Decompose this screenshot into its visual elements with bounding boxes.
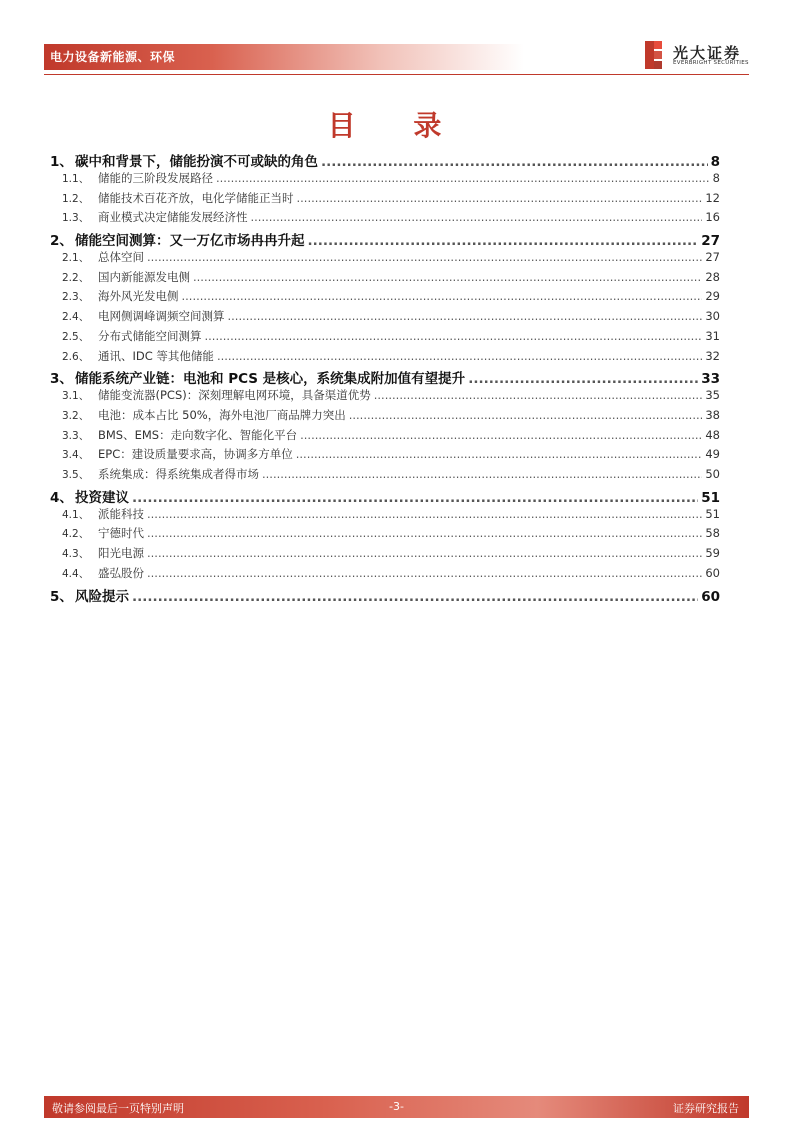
toc-entry-page[interactable]: 31 <box>705 328 720 343</box>
toc-entry-page[interactable]: 51 <box>701 489 720 506</box>
toc-entry-number: 4.3、 <box>62 548 90 560</box>
toc-entry-number: 5、 <box>50 588 73 605</box>
toc-entry-number: 3.5、 <box>62 469 90 481</box>
toc-entry-title[interactable]: 碳中和背景下，储能扮演不可或缺的角色 <box>75 154 318 170</box>
toc-dot-leader <box>300 428 702 442</box>
toc-entry-number: 4.1、 <box>62 508 90 521</box>
toc-entry[interactable] <box>50 209 720 229</box>
toc-entry-page[interactable]: 8 <box>710 154 720 170</box>
toc-entry-number: 3.2、 <box>62 409 90 422</box>
toc-entry-title[interactable]: 派能科技 <box>98 506 144 521</box>
toc-entry-title[interactable]: 海外风光发电侧 <box>98 289 179 304</box>
toc-entry[interactable] <box>50 367 720 387</box>
toc-entry-title[interactable]: BMS、EMS：走向数字化、智能化平台 <box>98 427 298 442</box>
toc-entry-title[interactable]: 分布式储能空间测算 <box>98 328 202 343</box>
toc-entry-page[interactable]: 33 <box>701 371 720 388</box>
toc-dot-leader <box>132 490 698 506</box>
toc-entry[interactable] <box>50 446 720 466</box>
toc-entry-title[interactable]: 盛弘股份 <box>98 565 144 580</box>
toc-entry[interactable] <box>50 269 720 289</box>
toc-entry[interactable] <box>50 308 720 328</box>
toc-entry-title[interactable]: 储能的三阶段发展路径 <box>98 170 213 185</box>
toc-entry-number: 3.3、 <box>62 429 90 442</box>
toc-entry-title[interactable]: 储能系统产业链：电池和 PCS 是核心，系统集成附加值有望提升 <box>75 371 466 388</box>
toc-entry[interactable] <box>50 525 720 545</box>
toc-dot-leader <box>147 526 702 540</box>
toc-dot-leader <box>228 309 703 323</box>
toc-entry-page[interactable]: 38 <box>705 407 720 422</box>
table-of-contents <box>50 150 720 604</box>
toc-entry[interactable] <box>50 288 720 308</box>
toc-entry-page[interactable]: 12 <box>705 190 720 205</box>
toc-dot-leader <box>374 388 703 402</box>
toc-dot-leader <box>182 289 703 303</box>
toc-entry-number: 2.4、 <box>62 311 90 323</box>
toc-dot-leader <box>251 210 703 224</box>
toc-entry-title[interactable]: 投资建议 <box>75 489 129 506</box>
toc-entry[interactable] <box>50 427 720 447</box>
toc-entry[interactable] <box>50 348 720 368</box>
toc-entry[interactable] <box>50 190 720 210</box>
toc-entry-number: 1、 <box>50 154 73 170</box>
toc-entry-number: 2.2、 <box>62 271 90 284</box>
toc-entry[interactable] <box>50 150 720 170</box>
toc-entry-page[interactable]: 51 <box>705 506 720 521</box>
toc-dot-leader <box>349 408 703 422</box>
toc-entry-page[interactable]: 32 <box>705 348 720 363</box>
toc-entry-title[interactable]: 系统集成：得系统集成者得市场 <box>98 467 259 481</box>
toc-entry-title[interactable]: 国内新能源发电侧 <box>98 269 190 284</box>
toc-entry-title[interactable]: EPC：建设质量要求高，协调多方单位 <box>98 447 293 462</box>
toc-entry-title[interactable]: 电网侧调峰调频空间测算 <box>98 309 225 323</box>
toc-entry-title[interactable]: 宁德时代 <box>98 526 144 541</box>
toc-entry-page[interactable]: 35 <box>705 388 720 402</box>
toc-dot-leader <box>147 250 702 264</box>
toc-entry-page[interactable]: 8 <box>712 170 720 185</box>
toc-entry-title[interactable]: 商业模式决定储能发展经济性 <box>98 210 248 225</box>
toc-title: 目 录 <box>327 109 466 142</box>
toc-entry-number: 3.1、 <box>62 390 90 402</box>
toc-entry-number: 4.4、 <box>62 567 90 580</box>
toc-entry-page[interactable]: 60 <box>701 588 720 605</box>
toc-entry[interactable] <box>50 328 720 348</box>
toc-entry-page[interactable]: 27 <box>701 233 720 249</box>
page-number: -3- <box>389 1100 404 1113</box>
toc-entry-number: 4、 <box>50 489 73 506</box>
logo-chinese-name: 光大证券 <box>673 44 742 62</box>
footer-disclaimer: 敬请参阅最后一页特别声明 <box>52 1102 184 1115</box>
toc-entry-title[interactable]: 储能技术百花齐放，电化学储能正当时 <box>98 190 294 205</box>
toc-dot-leader <box>147 546 702 560</box>
toc-entry[interactable] <box>50 486 720 506</box>
toc-entry-number: 4.2、 <box>62 528 90 541</box>
toc-entry-number: 1.3、 <box>62 212 90 225</box>
toc-entry[interactable] <box>50 387 720 407</box>
toc-entry-title[interactable]: 阳光电源 <box>98 546 144 560</box>
toc-entry-title[interactable]: 电池：成本占比 50%，海外电池厂商品牌力突出 <box>98 407 346 422</box>
toc-entry-page[interactable]: 60 <box>705 565 720 580</box>
toc-entry-page[interactable]: 30 <box>705 309 720 323</box>
toc-dot-leader <box>296 447 703 461</box>
toc-entry[interactable] <box>50 545 720 565</box>
toc-entry-number: 2.6、 <box>62 350 90 363</box>
toc-entry[interactable] <box>50 585 720 605</box>
everbright-logo-icon <box>643 40 665 70</box>
toc-entry-title[interactable]: 通讯、IDC 等其他储能 <box>98 348 214 363</box>
toc-dot-leader <box>262 467 702 481</box>
toc-dot-leader <box>216 171 710 185</box>
logo-english-name: EVERBRIGHT SECURITIES <box>673 60 749 66</box>
toc-entry-page[interactable]: 29 <box>705 289 720 304</box>
toc-dot-leader <box>217 349 702 363</box>
toc-entry[interactable] <box>50 506 720 526</box>
toc-entry-page[interactable]: 28 <box>705 269 720 284</box>
toc-entry-number: 3.4、 <box>62 449 90 462</box>
toc-dot-leader <box>321 154 708 170</box>
toc-dot-leader <box>147 566 702 580</box>
toc-entry-number: 2、 <box>50 233 73 249</box>
toc-entry-page[interactable]: 48 <box>705 427 720 442</box>
toc-entry-number: 3、 <box>50 371 73 388</box>
header-divider <box>44 74 749 75</box>
toc-dot-leader <box>205 329 703 343</box>
toc-entry[interactable] <box>50 229 720 249</box>
toc-entry-title[interactable]: 储能空间测算：又一万亿市场冉冉升起 <box>75 233 305 249</box>
toc-entry-page[interactable]: 27 <box>705 249 720 264</box>
toc-entry-number: 2.3、 <box>62 291 90 304</box>
toc-entry[interactable] <box>50 466 720 486</box>
toc-dot-leader <box>147 507 702 521</box>
toc-dot-leader <box>132 589 698 605</box>
toc-entry-number: 2.1、 <box>62 251 90 264</box>
toc-dot-leader <box>308 233 699 249</box>
toc-entry-page[interactable]: 49 <box>705 447 720 462</box>
toc-dot-leader <box>468 371 698 387</box>
toc-entry-title[interactable]: 总体空间 <box>98 249 144 264</box>
toc-entry[interactable] <box>50 249 720 269</box>
toc-entry-page[interactable]: 16 <box>705 210 720 225</box>
toc-dot-leader <box>193 270 702 284</box>
header-section-title: 电力设备新能源、环保 <box>50 50 176 64</box>
toc-entry[interactable] <box>50 170 720 190</box>
toc-entry-page[interactable]: 58 <box>705 526 720 541</box>
toc-entry[interactable] <box>50 407 720 427</box>
footer-report-type: 证券研究报告 <box>673 1102 739 1115</box>
toc-entry-title[interactable]: 储能变流器(PCS)：深刻理解电网环境，具备渠道优势 <box>98 388 371 402</box>
toc-entry-number: 2.5、 <box>62 330 90 343</box>
toc-entry-number: 1.1、 <box>62 172 90 185</box>
brand-logo <box>643 40 753 70</box>
toc-entry-page[interactable]: 59 <box>705 546 720 560</box>
toc-entry-title[interactable]: 风险提示 <box>75 588 129 605</box>
toc-entry-number: 1.2、 <box>62 192 90 205</box>
toc-dot-leader <box>297 191 703 205</box>
toc-entry[interactable] <box>50 565 720 585</box>
toc-entry-page[interactable]: 50 <box>705 467 720 481</box>
